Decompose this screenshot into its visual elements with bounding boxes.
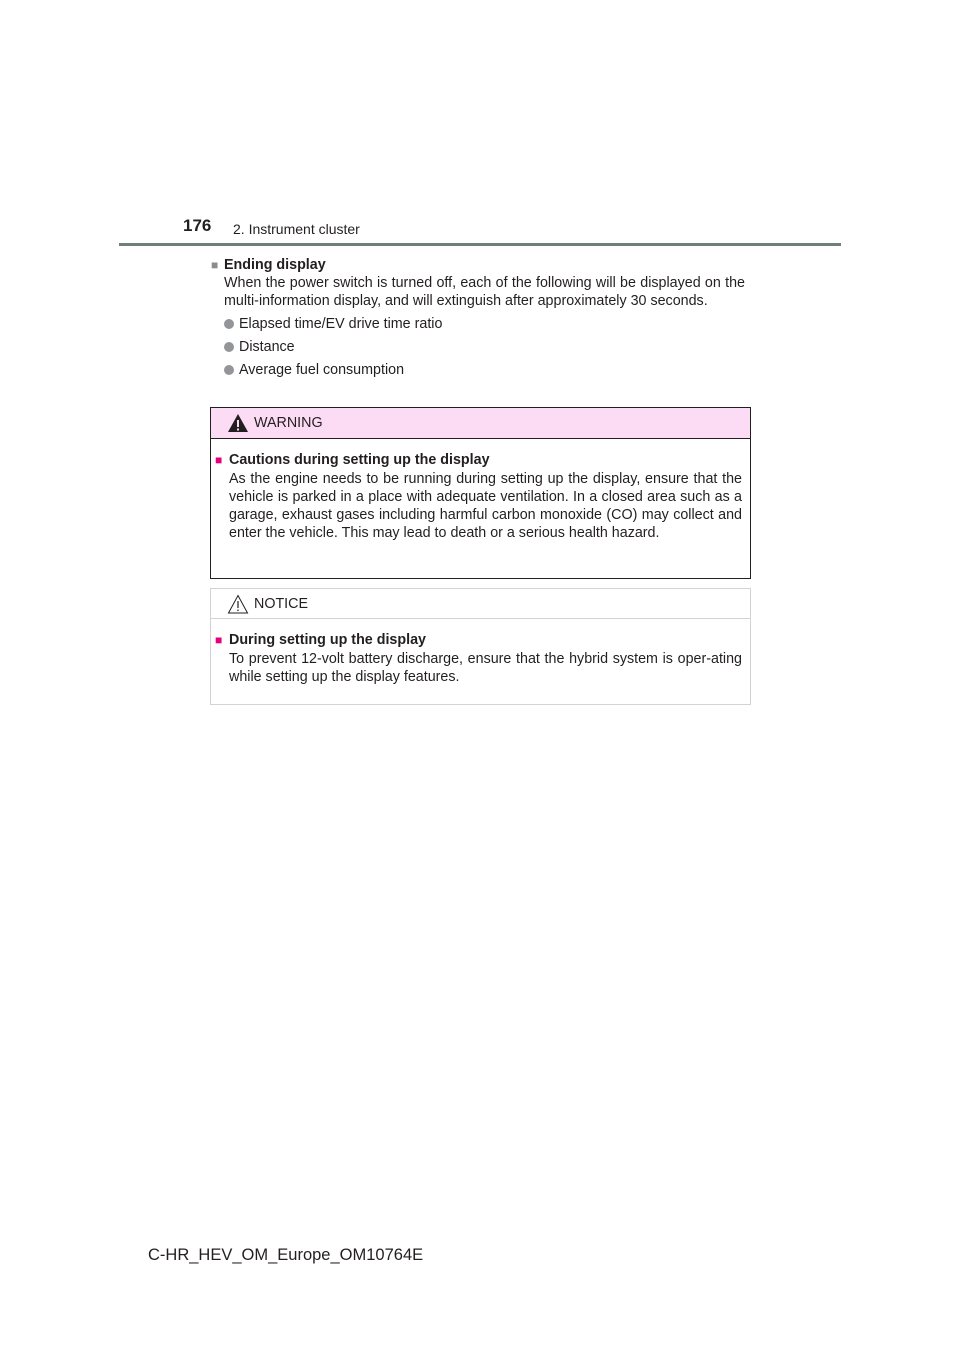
warning-triangle-icon bbox=[227, 413, 249, 433]
notice-heading bbox=[215, 631, 742, 649]
section-title: Ending display bbox=[224, 257, 326, 273]
warning-box bbox=[210, 407, 751, 579]
list-item bbox=[224, 361, 745, 379]
document-code: C-HR_HEV_OM_Europe_OM10764E bbox=[148, 1246, 424, 1264]
warning-label: WARNING bbox=[254, 415, 323, 431]
bullet-dot-icon bbox=[224, 365, 234, 375]
notice-header bbox=[211, 589, 750, 619]
list-item bbox=[224, 338, 745, 356]
notice-title: During setting up the display bbox=[229, 632, 426, 648]
list-item-text: Elapsed time/EV drive time ratio bbox=[239, 316, 443, 332]
notice-triangle-icon bbox=[227, 594, 249, 614]
warning-text: As the engine needs to be running during setting up the display, ensure that the vehicle is parked in a place with adequate ventilation. In a closed area such as a garage, exhaust gases including harmful carbon monoxide (CO) may collect and enter the vehicle. This may lead to death or a serious health hazard. bbox=[229, 471, 742, 541]
warning-heading bbox=[215, 451, 742, 469]
notice-body bbox=[211, 619, 750, 686]
section-body: When the power switch is turned off, each of the following will be displayed on the multi-information display, and will extinguish after approximately 30 seconds. bbox=[224, 275, 745, 309]
notice-box bbox=[210, 588, 751, 705]
square-bullet-icon: ■ bbox=[211, 258, 219, 272]
notice-text: To prevent 12-volt battery discharge, ensure that the hybrid system is oper-ating while setting up the display features. bbox=[229, 651, 742, 685]
warning-title: Cautions during setting up the display bbox=[229, 452, 490, 468]
bullet-dot-icon bbox=[224, 342, 234, 352]
section-heading bbox=[211, 256, 745, 274]
page-number: 176 bbox=[183, 216, 212, 235]
list-item-text: Distance bbox=[239, 339, 295, 355]
ending-display-section bbox=[211, 256, 745, 379]
bullet-dot-icon bbox=[224, 319, 234, 329]
warning-header bbox=[211, 408, 750, 439]
warning-body bbox=[211, 439, 750, 542]
chapter-title: 2. Instrument cluster bbox=[233, 221, 360, 237]
list-item bbox=[224, 315, 745, 333]
square-bullet-icon: ■ bbox=[215, 633, 223, 647]
square-bullet-icon: ■ bbox=[215, 453, 223, 467]
notice-label: NOTICE bbox=[254, 596, 309, 612]
header-rule bbox=[119, 243, 841, 246]
list-item-text: Average fuel consumption bbox=[239, 362, 405, 378]
